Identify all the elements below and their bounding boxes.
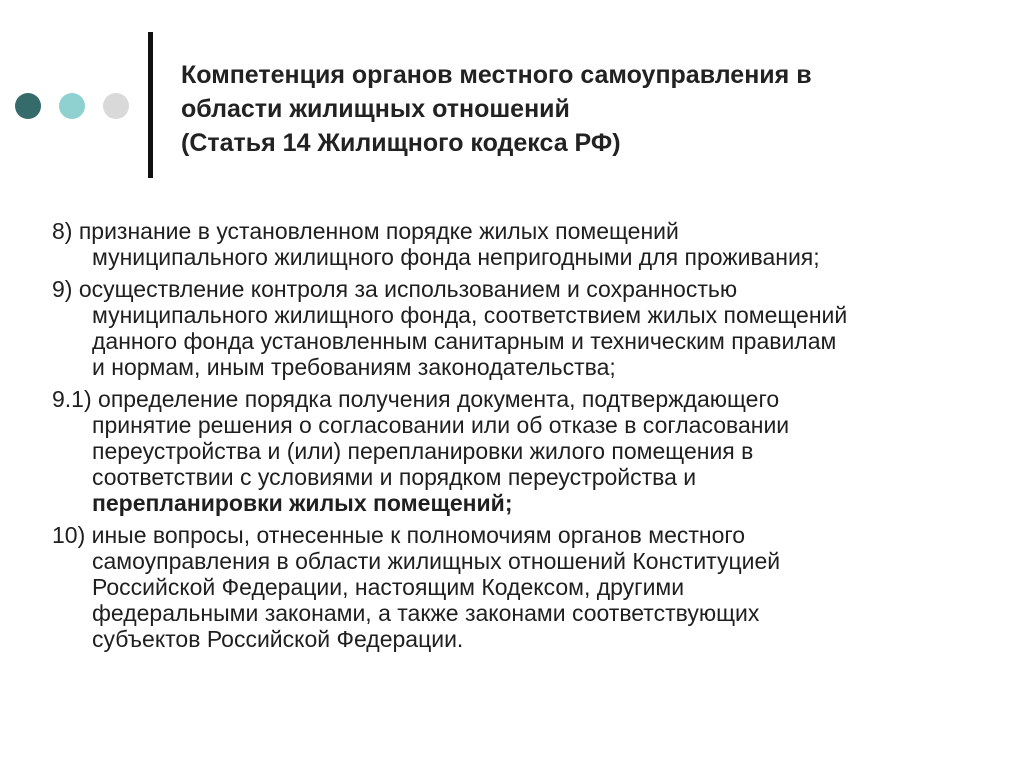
title-line-2: области жилищных отношений xyxy=(181,95,570,123)
list-item-10 xyxy=(52,522,1002,652)
item-10-line-5: субъектов Российской Федерации. xyxy=(92,626,464,652)
item-9-1-line-2: принятие решения о согласовании или об отказе в согласовании xyxy=(92,412,790,438)
title-line-3: (Статья 14 Жилищного кодекса РФ) xyxy=(181,129,621,157)
item-9-1-line-4: соответствии с условиями и порядком переустройства и xyxy=(92,464,697,490)
item-9-line-3: данного фонда установленным санитарным и техническим правилам xyxy=(92,328,837,354)
item-9-1-line-3: переустройства и (или) перепланировки жилого помещения в xyxy=(92,438,754,464)
slide-body xyxy=(52,218,1002,658)
item-10-line-4: федеральными законами, а также законами соответствующих xyxy=(92,600,760,626)
title-divider xyxy=(148,32,153,178)
item-8-line-1: 8) признание в установленном порядке жилых помещений xyxy=(52,218,679,244)
slide-title xyxy=(181,58,1001,160)
item-9-1-line-5: перепланировки жилых помещений; xyxy=(92,490,513,516)
list-item-9 xyxy=(52,276,1002,380)
title-line-1: Компетенция органов местного самоуправления в xyxy=(181,61,812,89)
decorative-dot-grey xyxy=(103,93,129,119)
item-9-line-4: и нормам, иным требованиям законодательства; xyxy=(92,354,616,380)
decorative-dot-light xyxy=(59,93,85,119)
item-9-1-line-1: 9.1) определение порядка получения документа, подтверждающего xyxy=(52,386,780,412)
item-10-line-1: 10) иные вопросы, отнесенные к полномочиям органов местного xyxy=(52,522,746,548)
list-item-8 xyxy=(52,218,1002,270)
item-9-line-1: 9) осуществление контроля за использованием и сохранностью xyxy=(52,276,738,302)
item-8-line-2: муниципального жилищного фонда непригодными для проживания; xyxy=(92,244,820,270)
item-10-line-2: самоуправления в области жилищных отношений Конституцией xyxy=(92,548,781,574)
decorative-dot-dark xyxy=(15,93,41,119)
list-item-9-1 xyxy=(52,386,1002,516)
item-9-line-2: муниципального жилищного фонда, соответствием жилых помещений xyxy=(92,302,848,328)
item-10-line-3: Российской Федерации, настоящим Кодексом, другими xyxy=(92,574,685,600)
